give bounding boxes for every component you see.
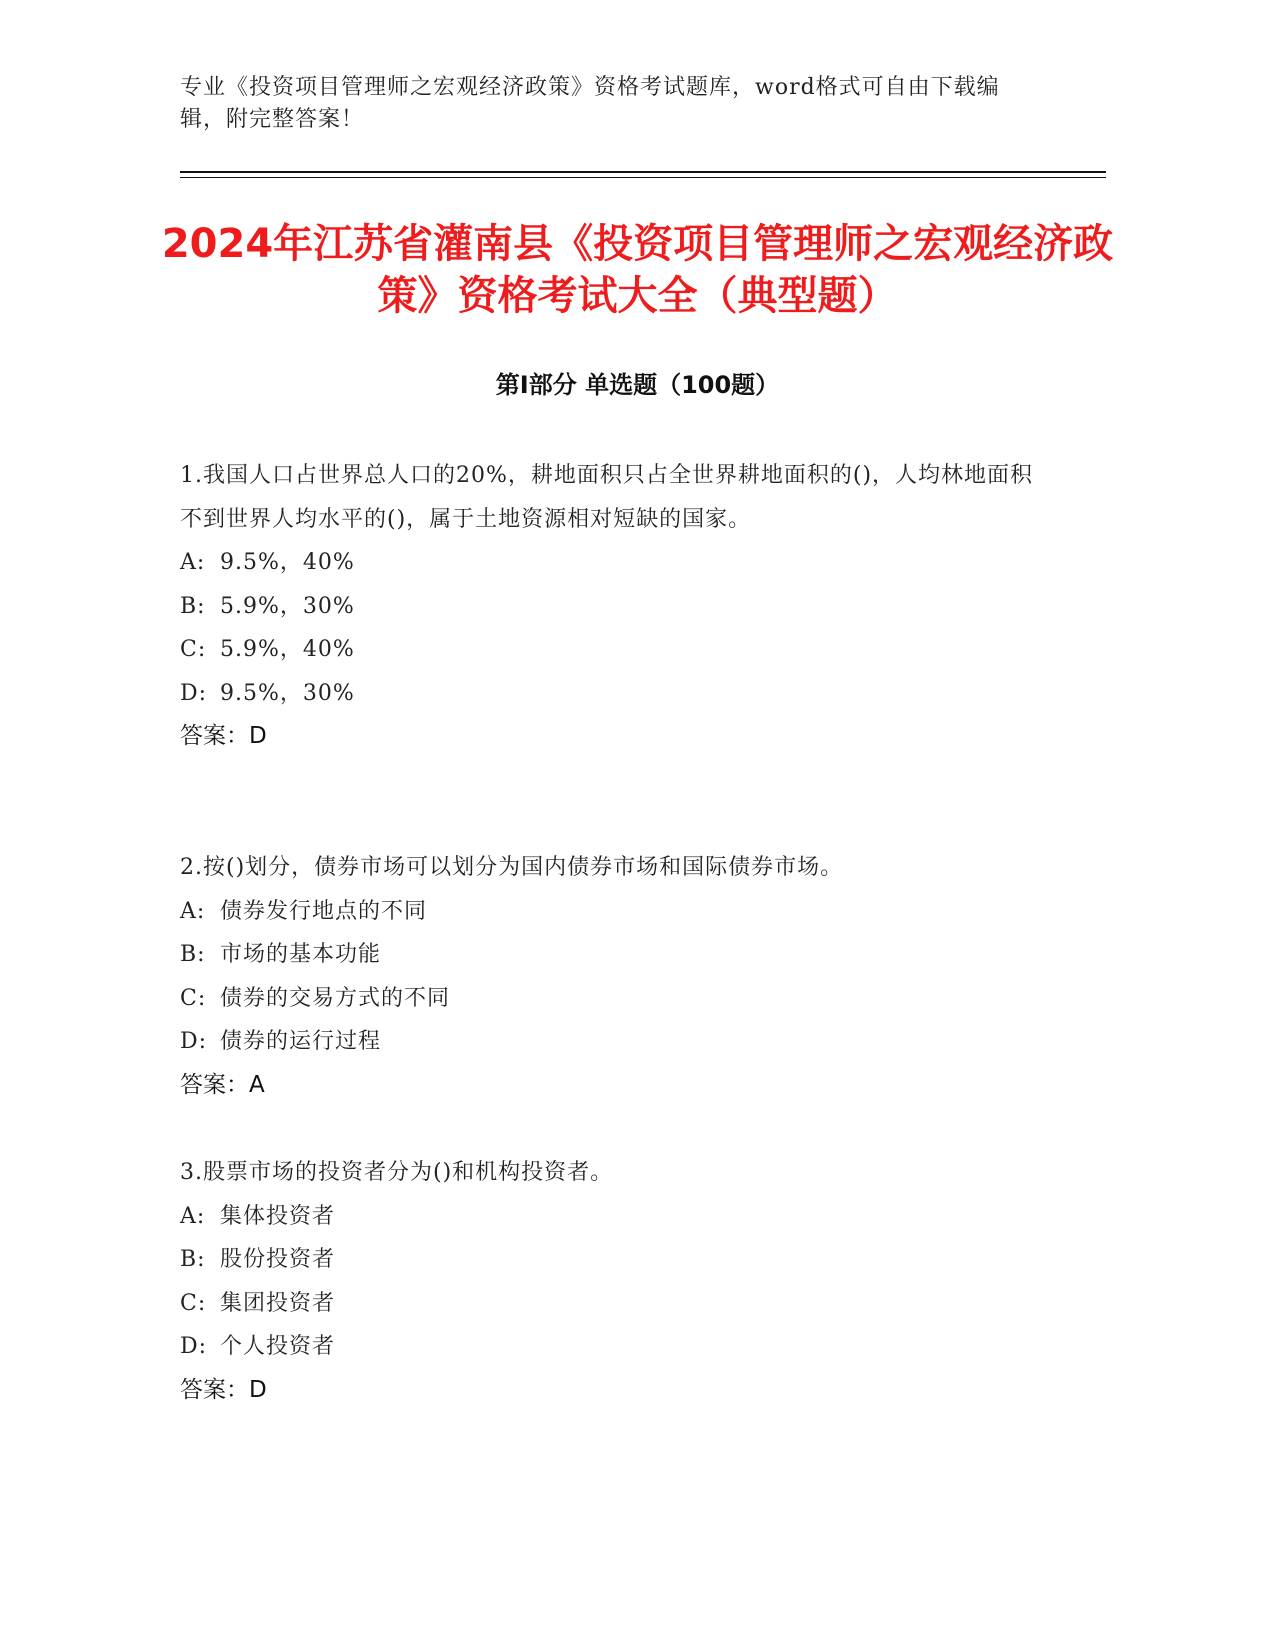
option-b xyxy=(180,933,1040,977)
option-a xyxy=(180,1195,1040,1239)
option-letter: C: xyxy=(180,985,207,1011)
answer-line: 答案：D xyxy=(180,1376,267,1403)
question-stem: 2.按()划分，债券市场可以划分为国内债券市场和国际债券市场。 xyxy=(180,855,844,880)
option-b xyxy=(180,1238,1040,1282)
question-1 xyxy=(180,454,1040,759)
question-3 xyxy=(180,1151,1040,1412)
option-d xyxy=(180,1325,1040,1369)
option-letter: D: xyxy=(180,1334,208,1359)
option-text: 9.5%，30% xyxy=(220,680,355,706)
option-a xyxy=(180,541,1040,585)
document-title: 2024年江苏省灌南县《投资项目管理师之宏观经济政策》资格考试大全（典型题） xyxy=(161,221,1114,319)
option-text: 股份投资者 xyxy=(220,1247,336,1272)
question-2 xyxy=(180,846,1040,1107)
option-letter: B: xyxy=(180,593,206,619)
answer-line: 答案：D xyxy=(180,723,267,749)
option-letter: A: xyxy=(180,1203,206,1229)
header-note: 专业《投资项目管理师之宏观经济政策》资格考试题库，word格式可自由下载编辑，附完整答案！ xyxy=(180,75,1000,132)
option-b xyxy=(180,585,1040,629)
option-text: 个人投资者 xyxy=(220,1334,336,1359)
option-text: 集体投资者 xyxy=(220,1203,336,1229)
option-c xyxy=(180,977,1040,1021)
option-letter: D: xyxy=(180,680,208,706)
option-c xyxy=(180,1282,1040,1326)
section-heading: 第Ⅰ部分 单选题（100题） xyxy=(495,371,780,399)
option-text: 债券的运行过程 xyxy=(220,1029,382,1054)
option-letter: A: xyxy=(180,898,206,924)
option-text: 债券发行地点的不同 xyxy=(220,898,428,924)
option-text: 集团投资者 xyxy=(220,1290,336,1316)
header-rule-thin xyxy=(180,177,1106,178)
answer-line: 答案：A xyxy=(180,1071,265,1098)
question-stem: 1.我国人口占世界总人口的20%，耕地面积只占全世界耕地面积的()，人均林地面积不到世界人均水平的()，属于土地资源相对短缺的国家。 xyxy=(180,463,1034,532)
option-d xyxy=(180,1020,1040,1064)
option-text: 债券的交易方式的不同 xyxy=(220,985,451,1011)
option-letter: C: xyxy=(180,637,207,662)
option-d xyxy=(180,672,1040,716)
option-a xyxy=(180,890,1040,934)
option-letter: A: xyxy=(180,550,206,575)
question-stem: 3.股票市场的投资者分为()和机构投资者。 xyxy=(180,1160,614,1185)
option-text: 9.5%，40% xyxy=(220,550,355,575)
option-letter: B: xyxy=(180,942,206,967)
option-text: 5.9%，30% xyxy=(220,593,355,619)
option-letter: B: xyxy=(180,1247,206,1272)
option-c xyxy=(180,628,1040,672)
option-text: 5.9%，40% xyxy=(220,637,355,662)
option-letter: C: xyxy=(180,1290,207,1316)
header-rule-thick xyxy=(180,171,1106,173)
option-letter: D: xyxy=(180,1029,208,1054)
option-text: 市场的基本功能 xyxy=(220,942,382,967)
